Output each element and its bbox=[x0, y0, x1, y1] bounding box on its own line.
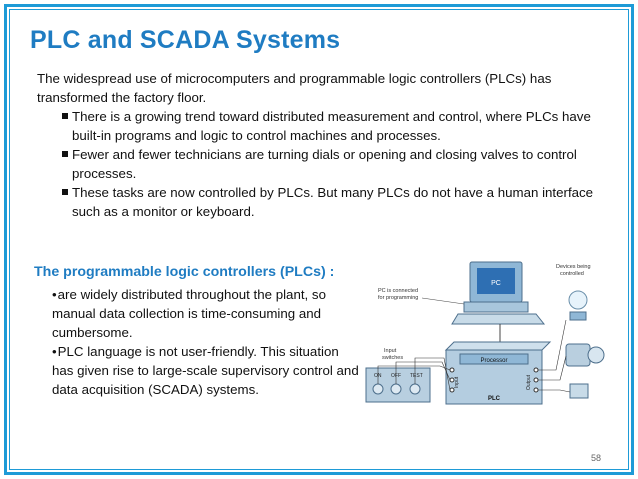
bullet-item: There is a growing trend toward distributed measurement and control, where PLCs have built-in programs and logic to control machines and processes. bbox=[60, 107, 600, 145]
trend-bullet-list bbox=[60, 107, 600, 221]
input-switches-label: Input switches bbox=[382, 348, 404, 361]
slide-title: PLC and SCADA Systems bbox=[30, 26, 341, 54]
pc-monitor-icon bbox=[452, 262, 544, 324]
output-label: Output bbox=[526, 374, 532, 390]
dot-bullet-icon: • bbox=[52, 287, 57, 302]
bullet-item: Fewer and fewer technicians are turning dials or opening and closing valves to control processes. bbox=[60, 145, 600, 183]
bullet-item: These tasks are now controlled by PLCs. But many PLCs do not have a human interface such as a monitor or keyboard. bbox=[60, 183, 600, 221]
square-bullet-icon bbox=[62, 151, 68, 157]
plc-unit bbox=[446, 342, 550, 404]
pc-label: PC bbox=[491, 280, 501, 287]
svg-text:TEST: TEST bbox=[410, 373, 423, 379]
plc-heading: The programmable logic controllers (PLCs) : bbox=[34, 264, 335, 280]
plc-label: PLC bbox=[488, 396, 500, 402]
plc-system-diagram bbox=[360, 258, 620, 408]
square-bullet-icon bbox=[62, 113, 68, 119]
motor-icon bbox=[566, 344, 604, 366]
plc-point: •PLC language is not user-friendly. This situation has given rise to large-scale supervisory control and data acquisition (SCADA) systems. bbox=[52, 344, 359, 397]
devices-label: Devices being controlled bbox=[556, 264, 591, 277]
plc-point-list bbox=[52, 285, 362, 399]
intro-paragraph: The widespread use of microcomputers and programmable logic controllers (PLCs) has transformed the factory floor. bbox=[37, 71, 552, 105]
square-bullet-icon bbox=[62, 189, 68, 195]
dot-bullet-icon: • bbox=[52, 344, 57, 359]
light-bulb-icon bbox=[569, 291, 587, 320]
pc-note-label: PC is connected for programming bbox=[378, 288, 419, 301]
plc-point: •are widely distributed throughout the plant, so manual data collection is time-consuming and cumbersome. bbox=[52, 287, 326, 340]
input-label: Input bbox=[454, 376, 460, 388]
svg-text:ON: ON bbox=[374, 373, 382, 379]
valve-icon bbox=[570, 384, 588, 398]
processor-label: Processor bbox=[480, 358, 508, 364]
input-switch-panel bbox=[366, 368, 430, 402]
page-number: 58 bbox=[591, 453, 602, 463]
svg-text:OFF: OFF bbox=[391, 373, 401, 379]
